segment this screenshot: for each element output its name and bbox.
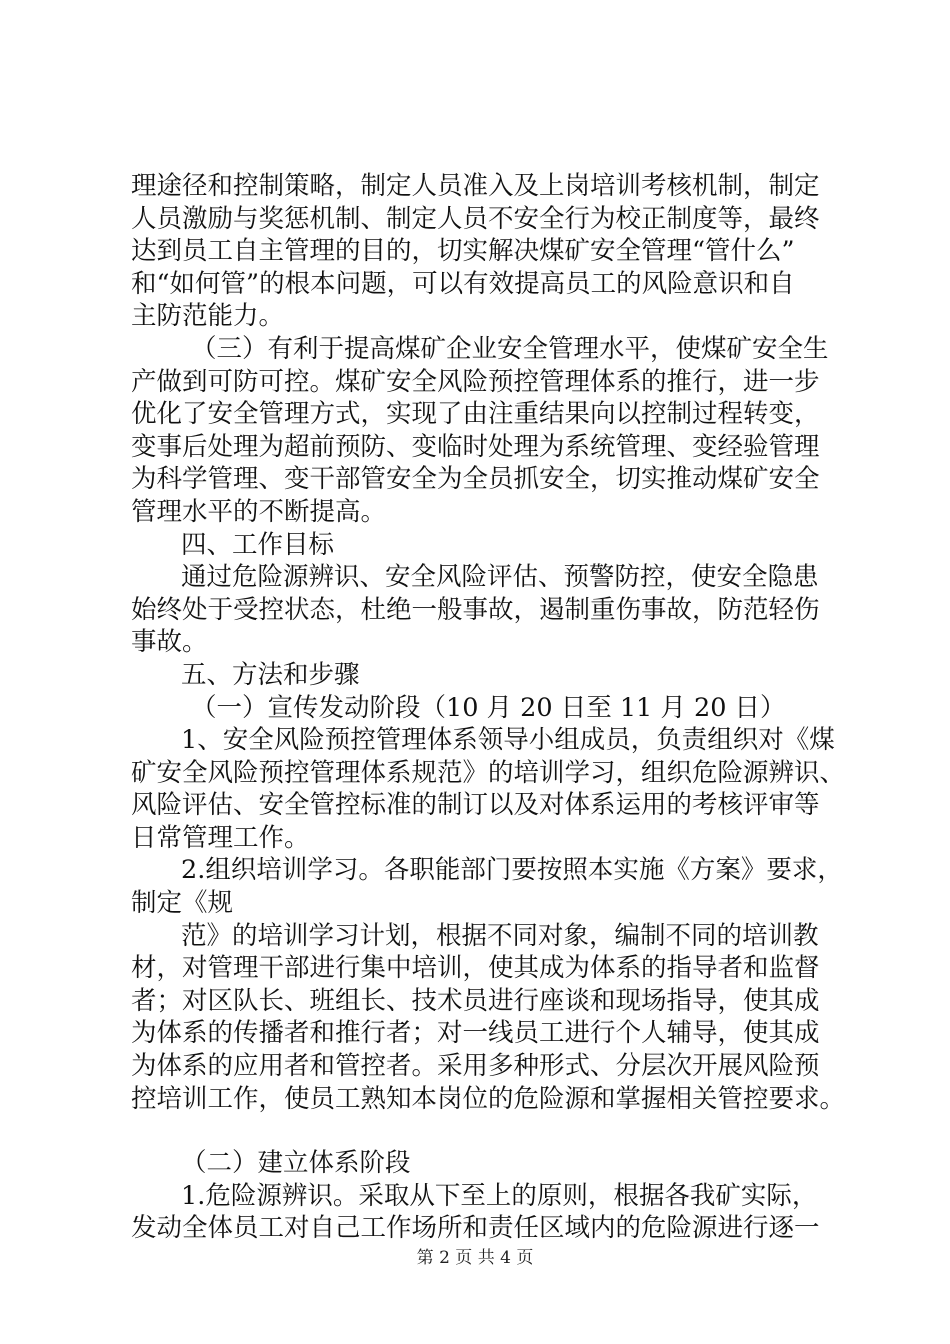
text-line: 制定《规 (131, 888, 234, 919)
text-line: 为科学管理、变干部管安全为全员抓安全，切实推动煤矿安全 (131, 464, 820, 495)
text-line: 事故。 (131, 627, 208, 658)
text-line: 理途径和控制策略，制定人员准入及上岗培训考核机制，制定 (131, 171, 820, 201)
text-line: 为体系的应用者和管控者。采用多种形式、分层次开展风险预 (131, 1051, 820, 1082)
text-line: 为体系的传播者和推行者；对一线员工进行个人辅导，使其成 (131, 1018, 820, 1049)
section-heading: 四、工作目标 (181, 529, 335, 560)
text-line: 风险评估、安全管控标准的制订以及对体系运用的考核评审等 (131, 790, 820, 821)
text-line: 人员激励与奖惩机制、制定人员不安全行为校正制度等，最终 (131, 203, 820, 234)
page-footer: 第 2 页 共 4 页 (416, 1248, 534, 1268)
text-line: 1.危险源辨识。采取从下至上的原则，根据各我矿实际， (181, 1180, 818, 1211)
text-line: （三）有利于提高煤矿企业安全管理水平，使煤矿安全生 (191, 333, 829, 364)
text-line: 者；对区队长、班组长、技术员进行座谈和现场指导，使其成 (131, 985, 820, 1016)
text-line: 达到员工自主管理的目的，切实解决煤矿安全管理“管什么” (131, 236, 795, 267)
text-line: 发动全体员工对自己工作场所和责任区域内的危险源进行逐一 (131, 1213, 820, 1244)
text-line: 管理水平的不断提高。 (131, 496, 387, 527)
text-line: 1、安全风险预控管理体系领导小组成员，负责组织对《煤 (181, 725, 835, 756)
document-body (131, 170, 851, 1245)
subsection-heading: （二）建立体系阶段 (181, 1148, 411, 1179)
subsection-heading: （一）宣传发动阶段（10 月 20 日至 11 月 20 日） (191, 692, 786, 723)
text-line: 和“如何管”的根本问题，可以有效提高员工的风险意识和自 (131, 268, 795, 299)
text-line: 始终处于受控状态，杜绝一般事故，遏制重伤事故，防范轻伤 (131, 594, 820, 625)
text-line: 日常管理工作。 (131, 822, 310, 853)
text-line: 范》的培训学习计划，根据不同对象，编制不同的培训教 (181, 920, 819, 951)
text-line: 2.组织培训学习。各职能部门要按照本实施《方案》要求， (181, 855, 843, 886)
text-line: 控培训工作，使员工熟知本岗位的危险源和掌握相关管控要求。 (131, 1083, 846, 1114)
text-line: 材，对管理干部进行集中培训，使其成为体系的指导者和监督 (131, 953, 820, 984)
text-line: 通过危险源辨识、安全风险评估、预警防控，使安全隐患 (181, 562, 819, 593)
text-line: 矿安全风险预控管理体系规范》的培训学习，组织危险源辨识、 (131, 757, 846, 788)
text-line: 产做到可防可控。煤矿安全风险预控管理体系的推行，进一步 (131, 366, 820, 397)
paragraph-gap (131, 1115, 851, 1147)
text-line: 优化了安全管理方式，实现了由注重结果向以控制过程转变， (131, 399, 820, 430)
text-line: 变事后处理为超前预防、变临时处理为系统管理、变经验管理 (131, 431, 820, 462)
section-heading: 五、方法和步骤 (181, 659, 360, 690)
text-line: 主防范能力。 (131, 301, 285, 332)
